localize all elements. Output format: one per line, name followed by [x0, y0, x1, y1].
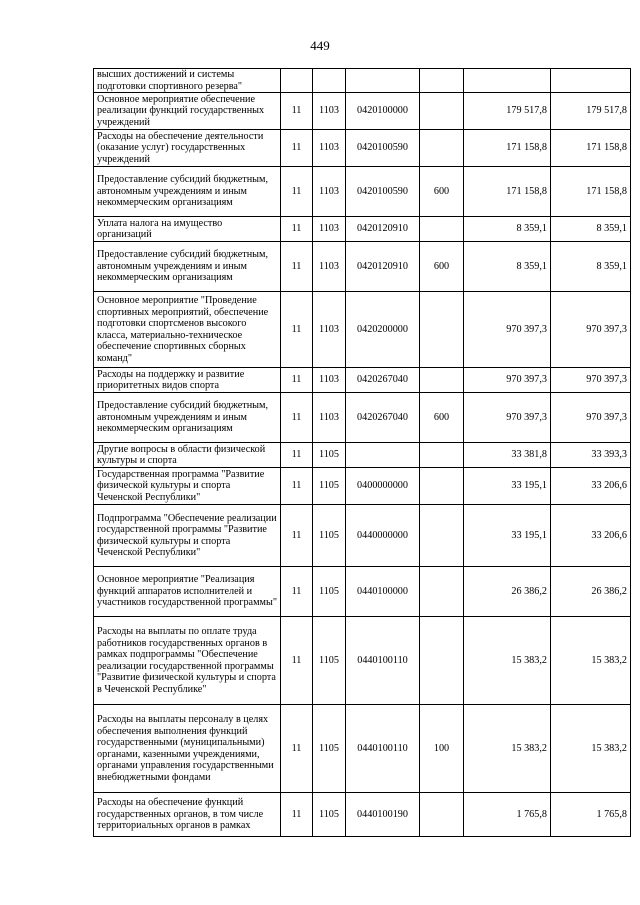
table-row	[94, 393, 631, 443]
cell-expense-type	[420, 505, 464, 567]
cell-name: Подпрограмма "Обеспечение реализации государственной программы "Развитие физической культуры и спорта Чеченской Республики"	[94, 505, 281, 567]
cell-name: Расходы на обеспечение деятельности (оказание услуг) государственных учреждений	[94, 130, 281, 167]
cell-target-article: 0440100110	[346, 617, 420, 705]
cell-name: Основное мероприятие обеспечение реализации функций государственных учреждений	[94, 93, 281, 130]
table-row	[94, 443, 631, 468]
cell-expense-type	[420, 69, 464, 93]
cell-amount-2: 8 359,1	[551, 242, 631, 292]
cell-amount-2: 970 397,3	[551, 368, 631, 393]
cell-expense-type	[420, 292, 464, 368]
cell-section: 11	[281, 292, 313, 368]
cell-section: 11	[281, 167, 313, 217]
cell-name: Уплата налога на имущество организаций	[94, 217, 281, 242]
cell-target-article: 0420267040	[346, 393, 420, 443]
cell-section: 11	[281, 443, 313, 468]
table-row	[94, 242, 631, 292]
budget-table	[93, 68, 631, 837]
cell-amount-1: 1 765,8	[464, 793, 551, 837]
cell-section: 11	[281, 705, 313, 793]
cell-section: 11	[281, 793, 313, 837]
cell-section: 11	[281, 393, 313, 443]
cell-amount-2: 33 206,6	[551, 468, 631, 505]
cell-target-article: 0420120910	[346, 217, 420, 242]
cell-target-article: 0420267040	[346, 368, 420, 393]
cell-amount-2: 970 397,3	[551, 292, 631, 368]
cell-name: Другие вопросы в области физической культуры и спорта	[94, 443, 281, 468]
cell-amount-1: 171 158,8	[464, 130, 551, 167]
cell-subsection: 1105	[313, 617, 346, 705]
cell-expense-type: 600	[420, 393, 464, 443]
page-number: 449	[310, 38, 330, 53]
cell-expense-type	[420, 617, 464, 705]
cell-name: Основное мероприятие "Реализация функций аппаратов исполнителей и участников государственной программы"	[94, 567, 281, 617]
cell-amount-1: 15 383,2	[464, 705, 551, 793]
cell-target-article: 0420100590	[346, 167, 420, 217]
cell-subsection: 1103	[313, 393, 346, 443]
cell-amount-2: 33 393,3	[551, 443, 631, 468]
cell-target-article: 0440100000	[346, 567, 420, 617]
cell-amount-1: 171 158,8	[464, 167, 551, 217]
cell-section: 11	[281, 217, 313, 242]
cell-amount-2: 970 397,3	[551, 393, 631, 443]
cell-amount-2: 15 383,2	[551, 617, 631, 705]
cell-expense-type: 100	[420, 705, 464, 793]
table-row	[94, 93, 631, 130]
cell-subsection: 1105	[313, 443, 346, 468]
cell-subsection: 1103	[313, 368, 346, 393]
cell-target-article: 0440100190	[346, 793, 420, 837]
cell-subsection: 1105	[313, 505, 346, 567]
cell-subsection: 1103	[313, 292, 346, 368]
cell-name: высших достижений и системы подготовки спортивного резерва"	[94, 69, 281, 93]
cell-amount-2	[551, 69, 631, 93]
cell-name: Расходы на выплаты по оплате труда работников государственных органов в рамках подпрограммы "Обеспечение реализации государственной программы "Развитие физической культуры и спорта в Чеченской Республике"	[94, 617, 281, 705]
cell-amount-1: 33 381,8	[464, 443, 551, 468]
cell-amount-1: 8 359,1	[464, 242, 551, 292]
cell-target-article: 0420100000	[346, 93, 420, 130]
cell-amount-1: 970 397,3	[464, 292, 551, 368]
cell-section: 11	[281, 567, 313, 617]
cell-expense-type	[420, 368, 464, 393]
cell-amount-2: 179 517,8	[551, 93, 631, 130]
cell-target-article	[346, 69, 420, 93]
cell-expense-type: 600	[420, 242, 464, 292]
cell-amount-2: 171 158,8	[551, 130, 631, 167]
table-row	[94, 69, 631, 93]
cell-subsection	[313, 69, 346, 93]
cell-name: Государственная программа "Развитие физической культуры и спорта Чеченской Республики"	[94, 468, 281, 505]
cell-subsection: 1103	[313, 242, 346, 292]
cell-expense-type	[420, 93, 464, 130]
cell-subsection: 1103	[313, 217, 346, 242]
budget-table-body	[94, 69, 631, 837]
cell-expense-type	[420, 793, 464, 837]
cell-target-article: 0420120910	[346, 242, 420, 292]
table-row	[94, 468, 631, 505]
cell-name: Расходы на поддержку и развитие приоритетных видов спорта	[94, 368, 281, 393]
cell-section: 11	[281, 242, 313, 292]
table-row	[94, 167, 631, 217]
table-row	[94, 368, 631, 393]
cell-expense-type	[420, 130, 464, 167]
cell-expense-type	[420, 567, 464, 617]
cell-subsection: 1103	[313, 167, 346, 217]
cell-amount-1: 26 386,2	[464, 567, 551, 617]
cell-section: 11	[281, 130, 313, 167]
cell-subsection: 1105	[313, 468, 346, 505]
cell-amount-2: 15 383,2	[551, 705, 631, 793]
cell-section: 11	[281, 368, 313, 393]
cell-expense-type	[420, 443, 464, 468]
cell-amount-1: 15 383,2	[464, 617, 551, 705]
cell-target-article	[346, 443, 420, 468]
cell-amount-1: 33 195,1	[464, 468, 551, 505]
table-row	[94, 617, 631, 705]
cell-subsection: 1105	[313, 705, 346, 793]
cell-name: Предоставление субсидий бюджетным, автономным учреждениям и иным некоммерческим организациям	[94, 393, 281, 443]
cell-target-article: 0440000000	[346, 505, 420, 567]
cell-amount-1: 33 195,1	[464, 505, 551, 567]
cell-amount-2: 33 206,6	[551, 505, 631, 567]
cell-amount-1: 179 517,8	[464, 93, 551, 130]
table-row	[94, 793, 631, 837]
table-row	[94, 505, 631, 567]
cell-amount-1	[464, 69, 551, 93]
cell-target-article: 0400000000	[346, 468, 420, 505]
cell-target-article: 0440100110	[346, 705, 420, 793]
table-row	[94, 705, 631, 793]
cell-section: 11	[281, 93, 313, 130]
cell-expense-type	[420, 468, 464, 505]
cell-section: 11	[281, 468, 313, 505]
cell-amount-1: 8 359,1	[464, 217, 551, 242]
cell-name: Расходы на обеспечение функций государственных органов, в том числе территориальных органов в рамках	[94, 793, 281, 837]
table-row	[94, 567, 631, 617]
table-row	[94, 292, 631, 368]
cell-amount-2: 1 765,8	[551, 793, 631, 837]
cell-name: Предоставление субсидий бюджетным, автономным учреждениям и иным некоммерческим организациям	[94, 242, 281, 292]
cell-name: Предоставление субсидий бюджетным, автономным учреждениям и иным некоммерческим организациям	[94, 167, 281, 217]
table-row	[94, 217, 631, 242]
cell-section: 11	[281, 617, 313, 705]
table-row	[94, 130, 631, 167]
cell-amount-1: 970 397,3	[464, 393, 551, 443]
cell-target-article: 0420200000	[346, 292, 420, 368]
cell-amount-1: 970 397,3	[464, 368, 551, 393]
cell-name: Расходы на выплаты персоналу в целях обеспечения выполнения функций государственными (муниципальными) органами, казенными учреждениями, органами управления государственными внебюджетными фондами	[94, 705, 281, 793]
cell-amount-2: 8 359,1	[551, 217, 631, 242]
cell-amount-2: 171 158,8	[551, 167, 631, 217]
cell-expense-type: 600	[420, 167, 464, 217]
cell-expense-type	[420, 217, 464, 242]
cell-subsection: 1103	[313, 130, 346, 167]
cell-name: Основное мероприятие "Проведение спортивных мероприятий, обеспечение подготовки спортсменов высокого класса, материально-техническое обеспечение спортивных сборных команд"	[94, 292, 281, 368]
cell-amount-2: 26 386,2	[551, 567, 631, 617]
cell-subsection: 1103	[313, 93, 346, 130]
cell-section	[281, 69, 313, 93]
cell-subsection: 1105	[313, 567, 346, 617]
cell-target-article: 0420100590	[346, 130, 420, 167]
cell-section: 11	[281, 505, 313, 567]
cell-subsection: 1105	[313, 793, 346, 837]
